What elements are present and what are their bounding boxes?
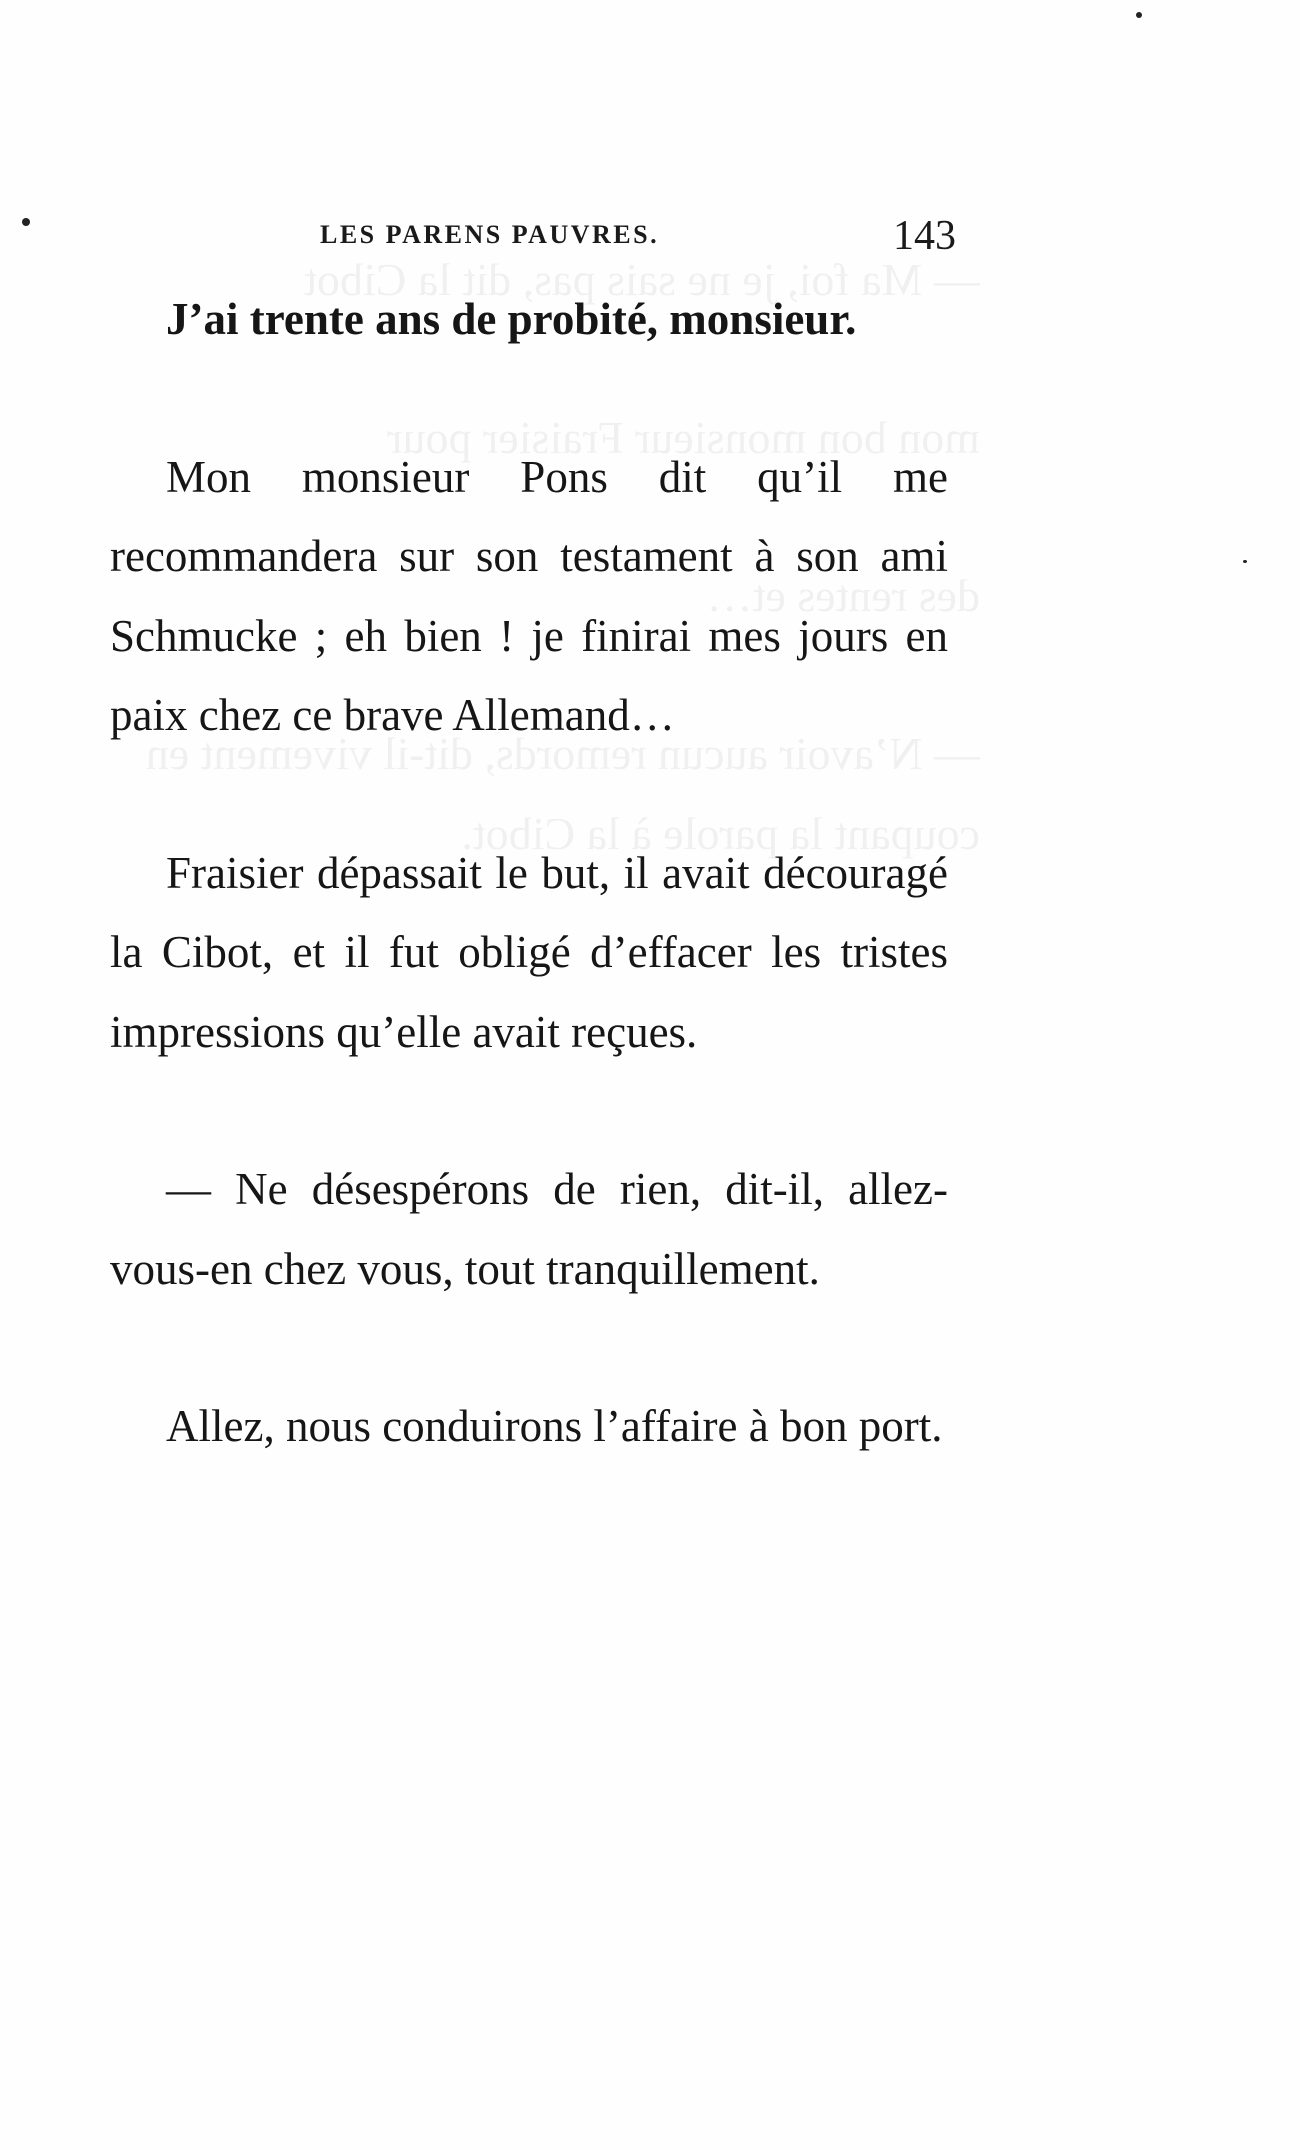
page-number: 143: [893, 213, 956, 259]
paragraph: Allez, nous conduirons l’affaire à bon port.: [166, 1401, 943, 1451]
running-head: LES PARENS PAUVRES.: [320, 220, 660, 249]
paragraph: — Ne désespérons de rien, dit-il, allez-vous-en chez vous, tout tranquillement.: [110, 1164, 948, 1294]
paragraph: Fraisier dépassait le but, il avait découragé la Cibot, et il fut obligé d’effacer les tristes impressions qu’elle avait reçues.: [110, 847, 948, 1057]
page-header: [320, 212, 960, 262]
page-body: [110, 280, 948, 1545]
ink-speck: [22, 218, 30, 226]
bleed-through: — Ma foi, je ne sais pas, dit la Cibot mon bon monsieur Fraisier pour des rentes et… — N’avoir aucun remords, dit-il vivement en coupant la parole à la Cibot.: [145, 254, 980, 859]
ink-speck: [1243, 560, 1247, 563]
ink-speck: [1136, 12, 1142, 18]
paragraph: Mon monsieur Pons dit qu’il me recommandera sur son testament à son ami Schmucke ; eh bien ! je finirai mes jours en paix chez ce brave Allemand…: [110, 451, 948, 740]
paragraph: J’ai trente ans de probité, monsieur.: [166, 294, 857, 344]
